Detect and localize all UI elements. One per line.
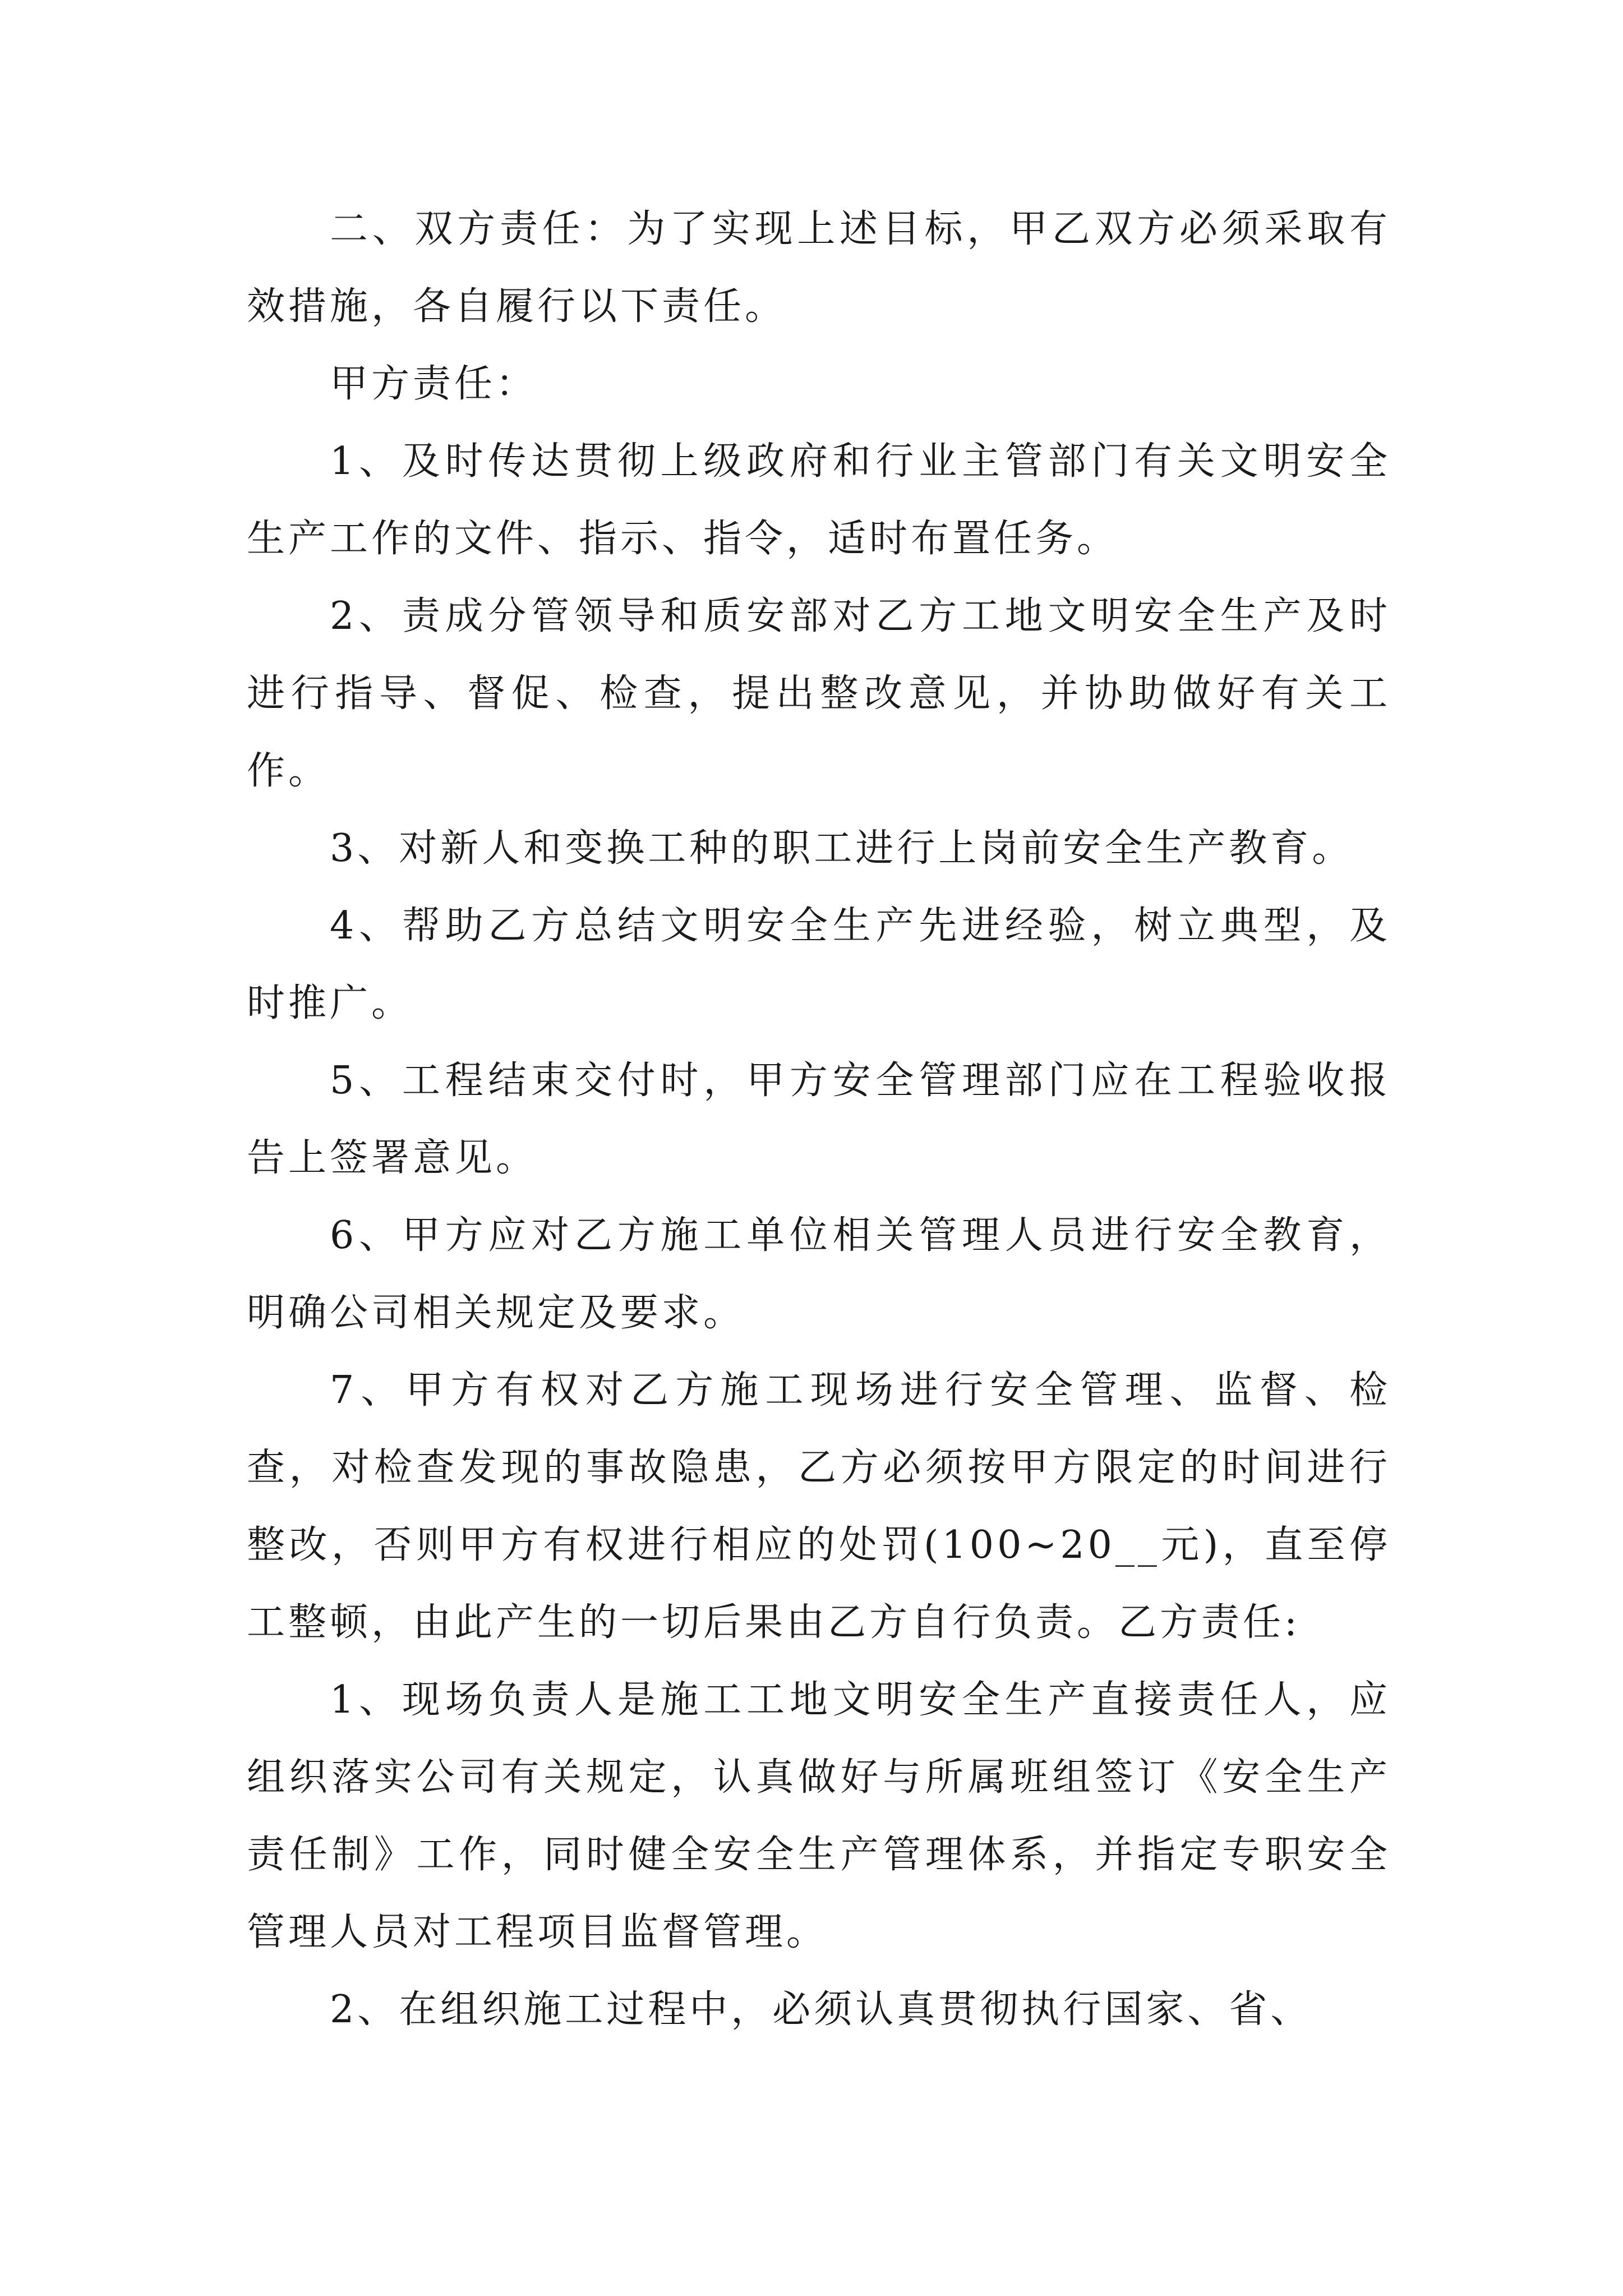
paragraph-party-a-item-7: 7、甲方有权对乙方施工现场进行安全管理、监督、检查，对检查发现的事故隐患，乙方必须按甲方限定的时间进行整改，否则甲方有权进行相应的处罚(100~20__元)，直至停工整顿，由此产生的一切后果由乙方自行负责。乙方责任:	[247, 1368, 1391, 1645]
document-page	[247, 191, 1391, 2049]
paragraph-party-b-item-1: 1、现场负责人是施工工地文明安全生产直接责任人，应组织落实公司有关规定，认真做好与所属班组签订《安全生产责任制》工作，同时健全安全生产管理体系，并指定专职安全管理人员对工程项目监督管理。	[247, 1678, 1391, 1954]
paragraph-party-a-item-3: 3、对新人和变换工种的职工进行上岗前安全生产教育。	[330, 826, 1354, 871]
paragraph-party-a-item-5: 5、工程结束交付时，甲方安全管理部门应在工程验收报告上签署意见。	[247, 1059, 1391, 1180]
paragraph-party-a-item-1: 1、及时传达贯彻上级政府和行业主管部门有关文明安全生产工作的文件、指示、指令，适时布置任务。	[247, 439, 1391, 561]
paragraph-party-a-item-2: 2、责成分管领导和质安部对乙方工地文明安全生产及时进行指导、督促、检查，提出整改意见，并协助做好有关工作。	[247, 594, 1391, 793]
paragraph-party-a-item-4: 4、帮助乙方总结文明安全生产先进经验，树立典型，及时推广。	[247, 904, 1391, 1025]
paragraph-party-a-item-6: 6、甲方应对乙方施工单位相关管理人员进行安全教育，明确公司相关规定及要求。	[247, 1213, 1391, 1335]
paragraph-party-b-item-2: 2、在组织施工过程中，必须认真贯彻执行国家、省、	[330, 1987, 1312, 2032]
paragraph-mutual-responsibilities: 二、双方责任：为了实现上述目标，甲乙双方必须采取有效措施，各自履行以下责任。	[247, 207, 1391, 329]
heading-party-a-responsibilities: 甲方责任：	[330, 362, 538, 406]
